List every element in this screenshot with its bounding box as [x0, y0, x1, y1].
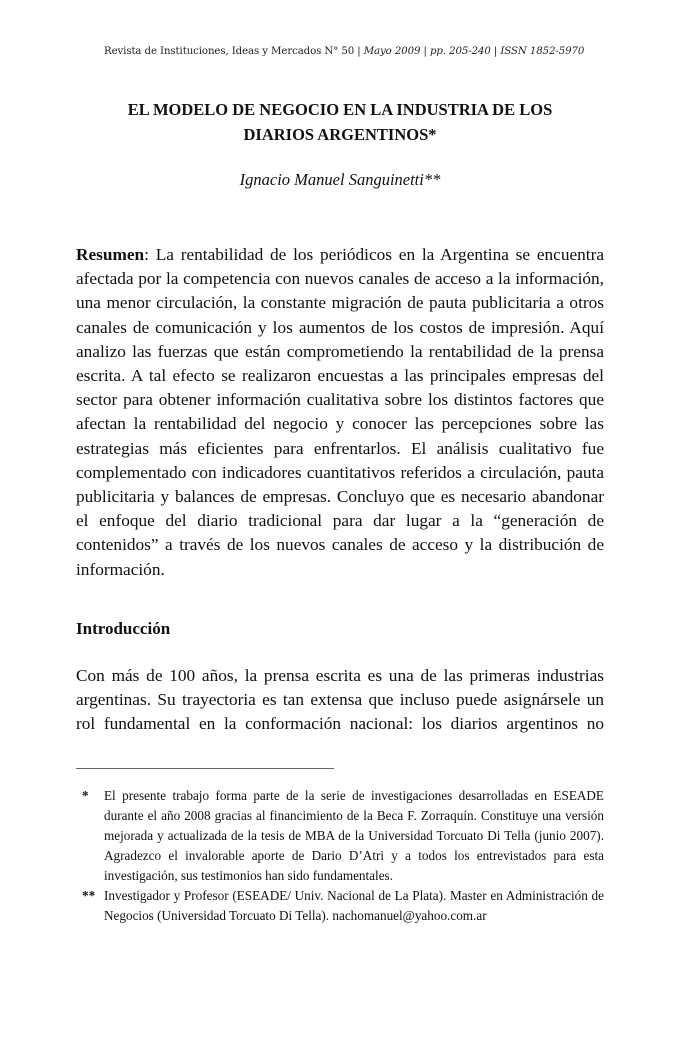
abstract-label: Resumen [76, 245, 145, 264]
issn: ISSN 1852-5970 [500, 46, 585, 57]
separator: | [420, 46, 430, 57]
abstract [76, 243, 604, 582]
journal-name: Revista de Instituciones, Ideas y Mercados N° 50 [104, 46, 355, 57]
footnote [80, 786, 604, 886]
footnote-text: Investigador y Profesor (ESEADE/ Univ. Nacional de La Plata). Master en Administración de Negocios (Universidad Torcuato Di Tella). nachomanuel@yahoo.com.ar [104, 888, 604, 923]
footnotes [80, 786, 604, 926]
footnote [80, 886, 604, 926]
footnote-divider [76, 768, 334, 769]
issue-date: Mayo 2009 [363, 46, 421, 57]
title-line-1: EL MODELO DE NEGOCIO EN LA INDUSTRIA DE LOS [127, 100, 553, 119]
page-range: pp. 205-240 [430, 46, 491, 57]
running-header [104, 46, 604, 57]
separator: | [354, 46, 364, 57]
introduction-paragraph: Con más de 100 años, la prensa escrita es una de las primeras industrias argentinas. Su trayectoria es tan extensa que incluso puede asignársele un rol fundamental en la conformación nacional: los diarios argentinos no [76, 666, 604, 734]
article-title [80, 97, 600, 147]
section-heading-introduction: Introducción [76, 619, 171, 638]
footnote-mark: ** [82, 888, 96, 903]
footnote-mark: * [82, 788, 89, 803]
footnote-text: El presente trabajo forma parte de la serie de investigaciones desarrolladas en ESEADE durante el año 2008 gracias al financimiento de la Beca F. Zorraquín. Constituye una versión mejorada y actualizada de la tesis de MBA de la Universidad Torcuato Di Tella (junio 2007). Agradezco el invalorable aporte de Dario D’Atri y a todos los entrevistados para esta investigación, sus testimonios han sido fundamentales. [104, 788, 604, 883]
abstract-text: : La rentabilidad de los periódicos en la Argentina se encuentra afectada por la competencia con nuevos canales de acceso a la información, una menor circulación, la constante migración de pauta publicitaria a otros canales de comunicación y los aumentos de los costos de impresión. Aquí analizo las fuerzas que están comprometiendo la rentabilidad de la prensa escrita. A tal efecto se realizaron encuestas a las principales empresas del sector para obtener información cualitativa sobre los distintos factores que afectan la rentabilidad del negocio y conocer las percepciones sobre las estrategias más eficientes para enfrentarlos. El análisis cualitativo fue complementado con indicadores cuantitativos referidos a circulación, pauta publicitaria y balances de empresas. Concluyo que es necesario abandonar el enfoque del diario tradicional para dar lugar a la “generación de contenidos” a través de los nuevos canales de acceso y la distribución de información. [76, 245, 604, 579]
title-line-2: DIARIOS ARGENTINOS* [243, 125, 437, 144]
author-name: Ignacio Manuel Sanguinetti** [239, 170, 441, 189]
separator: | [490, 46, 501, 57]
